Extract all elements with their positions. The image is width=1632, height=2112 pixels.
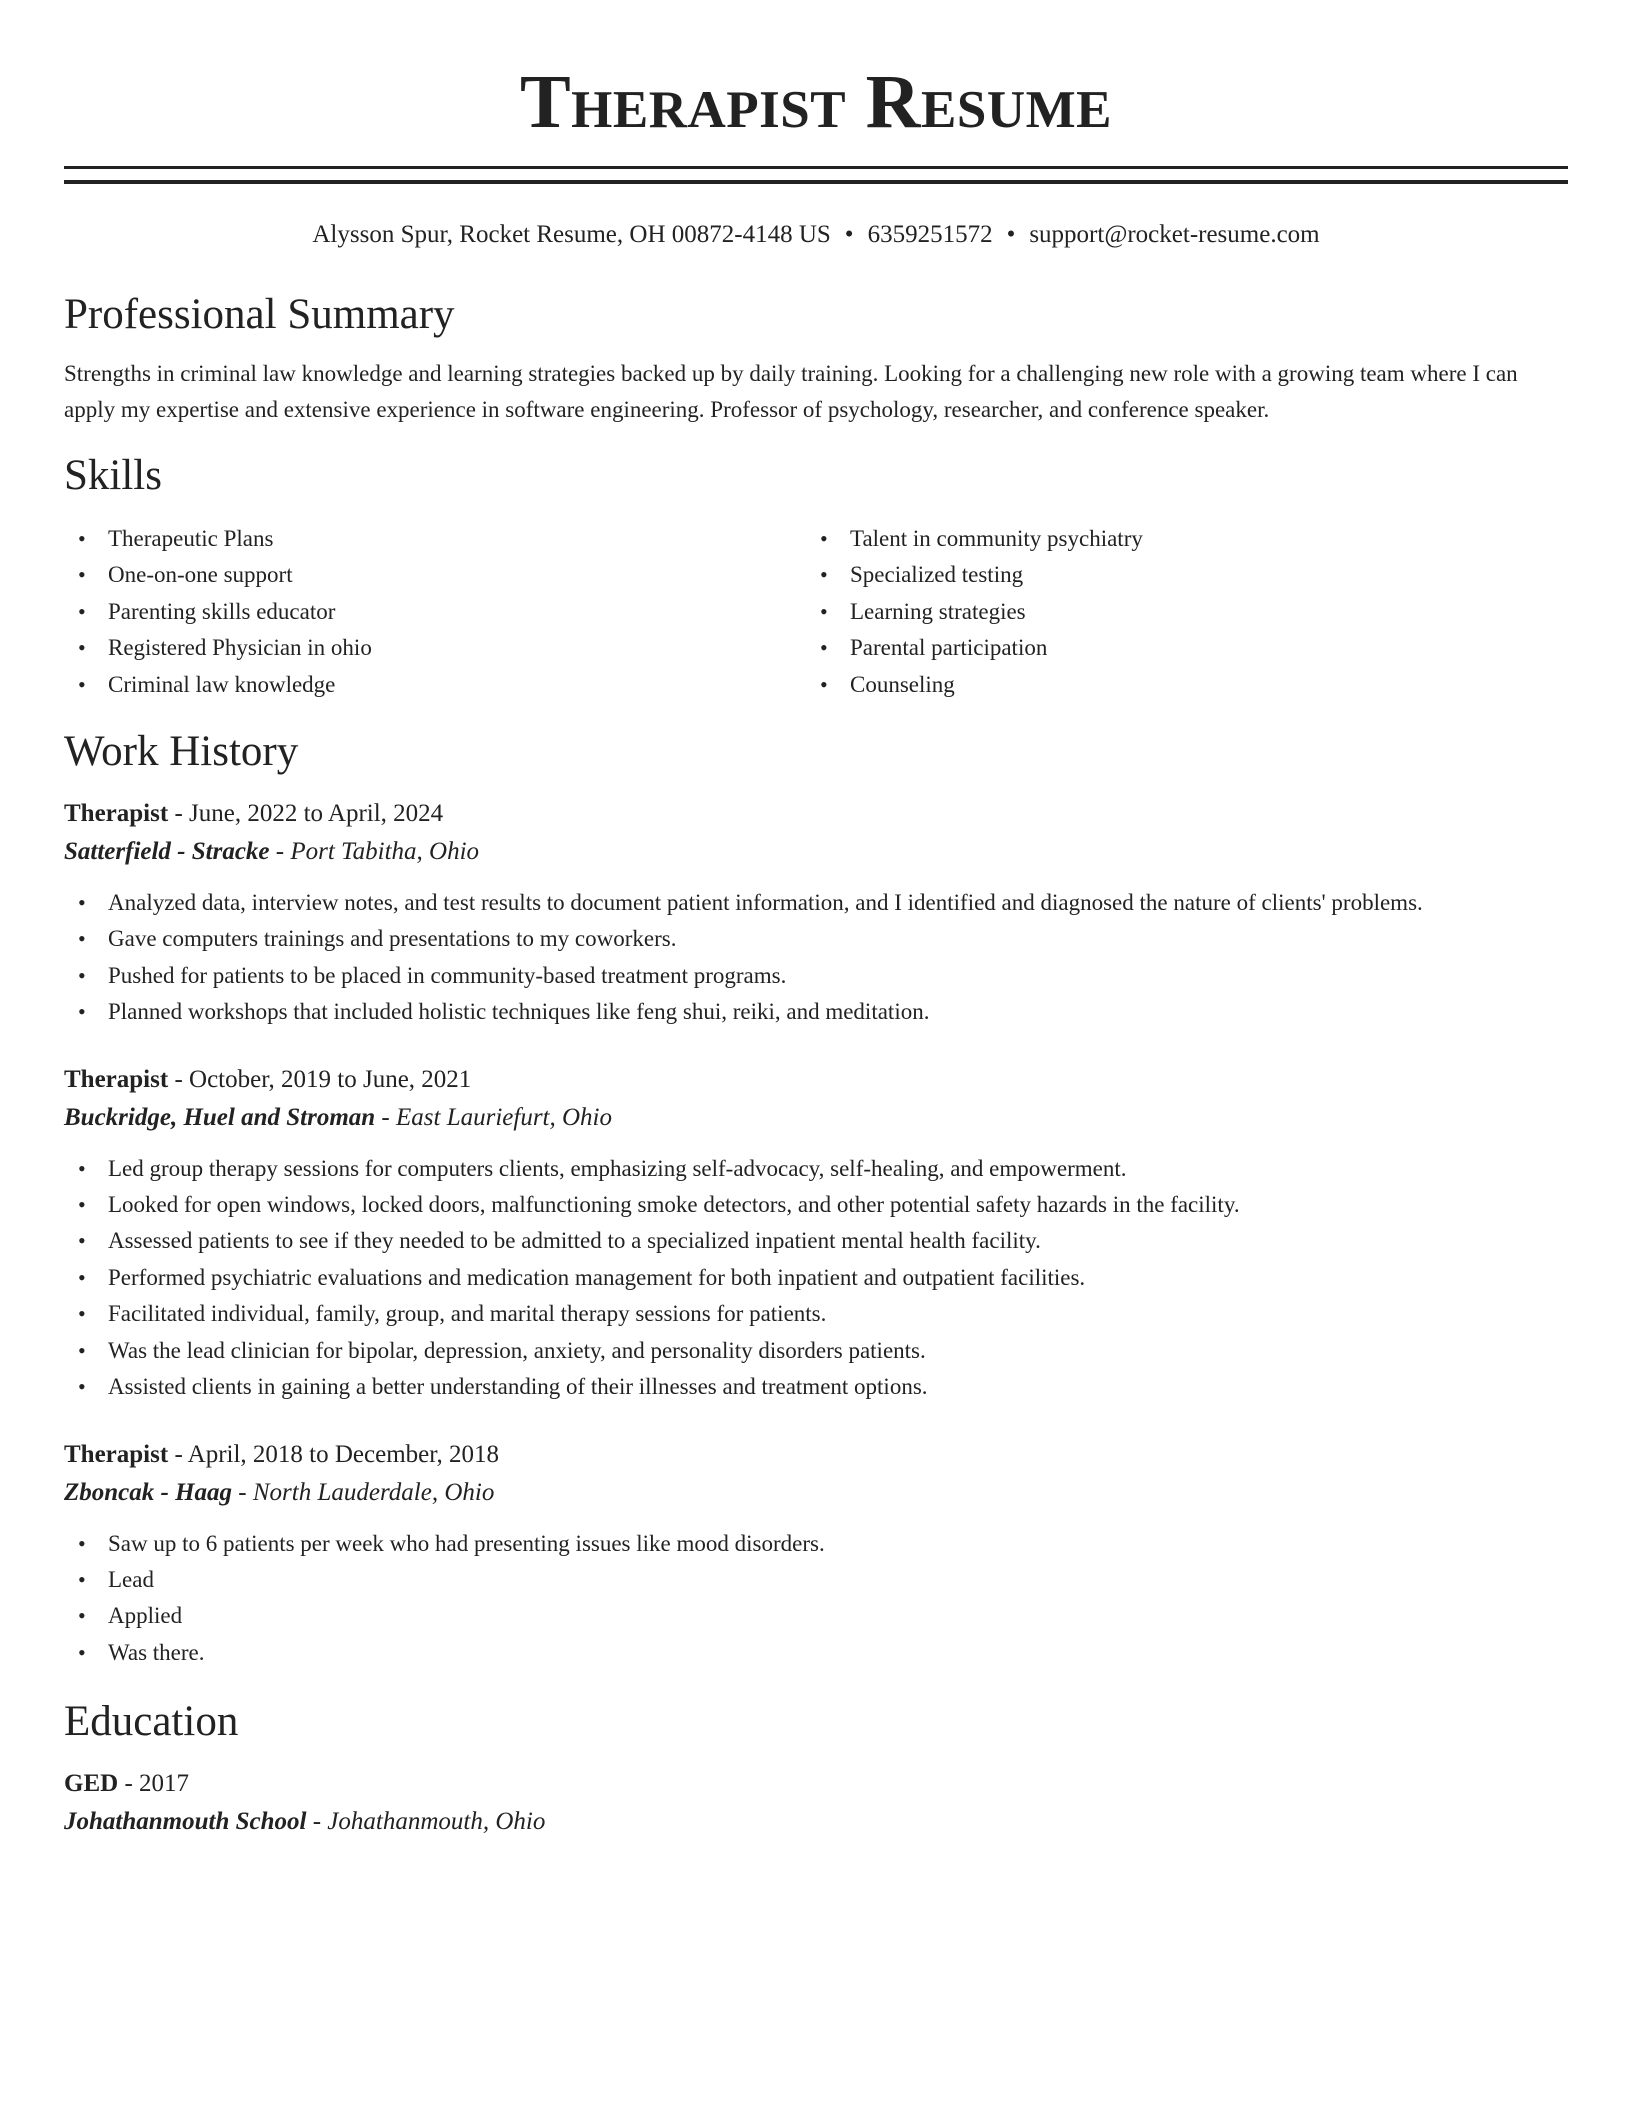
job-duties	[64, 1151, 1568, 1406]
education-entry	[64, 1765, 1568, 1841]
job-header	[64, 795, 1568, 833]
summary-text: Strengths in criminal law knowledge and learning strategies backed up by daily training. Looking for a challenging new role with a growing team where I can apply my expertise and extensive experience in software engineering. Professor of psychology, researcher, and conference speaker.	[64, 361, 1518, 422]
job-dates: - June, 2022 to April, 2024	[168, 800, 444, 828]
contact-address: Alysson Spur, Rocket Resume, OH 00872-4148 US	[312, 221, 831, 248]
job-employer	[64, 1474, 1568, 1512]
job-dates: - October, 2019 to June, 2021	[168, 1065, 472, 1093]
job-header	[64, 1436, 1568, 1474]
skill-item: • One-on-one support	[64, 557, 806, 593]
skill-item: • Specialized testing	[806, 557, 1548, 593]
duty-item: • Gave computers trainings and presentations to my coworkers.	[64, 921, 1568, 957]
duty-item: • Was there.	[64, 1635, 1568, 1671]
skill-item: • Talent in community psychiatry	[806, 521, 1548, 557]
job-duties	[64, 1526, 1568, 1672]
duty-item: • Saw up to 6 patients per week who had presenting issues like mood disorders.	[64, 1526, 1568, 1562]
education-year: - 2017	[118, 1770, 190, 1798]
education-heading: Education	[64, 1698, 239, 1746]
skill-item: • Registered Physician in ohio	[64, 630, 806, 666]
education-school: Johathanmouth School	[64, 1808, 307, 1836]
skill-item: • Parenting skills educator	[64, 594, 806, 630]
job-employer	[64, 833, 1568, 871]
education-degree: GED	[64, 1770, 119, 1798]
skill-item: • Counseling	[806, 667, 1548, 703]
duty-item: • Looked for open windows, locked doors, malfunctioning smoke detectors, and other potential safety hazards in the facility.	[64, 1187, 1568, 1223]
contact-email: support@rocket-resume.com	[1029, 221, 1320, 248]
skills-heading: Skills	[64, 452, 162, 499]
skills-columns	[64, 521, 1568, 703]
job-entry	[64, 1061, 1568, 1406]
job-duties	[64, 885, 1568, 1031]
job-title: Therapist	[64, 800, 169, 828]
education-location: - Johathanmouth, Ohio	[306, 1808, 546, 1836]
title-double-rule	[64, 166, 1568, 184]
resume-title: Therapist Resume	[519, 60, 1112, 144]
duty-item: • Performed psychiatric evaluations and medication management for both inpatient and outpatient facilities.	[64, 1260, 1568, 1296]
job-dates: - April, 2018 to December, 2018	[168, 1440, 500, 1468]
duty-item: • Analyzed data, interview notes, and test results to document patient information, and I identified and diagnosed the nature of clients' problems.	[64, 885, 1568, 921]
job-entry	[64, 795, 1568, 1031]
skill-item: • Parental participation	[806, 630, 1548, 666]
contact-line	[64, 220, 1568, 250]
job-title: Therapist	[64, 1065, 169, 1093]
duty-item: • Assessed patients to see if they needed to be admitted to a specialized inpatient mental health facility.	[64, 1223, 1568, 1259]
skill-item: • Criminal law knowledge	[64, 667, 806, 703]
job-company: Buckridge, Huel and Stroman	[64, 1103, 376, 1131]
job-company: Zboncak - Haag	[64, 1478, 233, 1506]
duty-item: • Assisted clients in gaining a better understanding of their illnesses and treatment options.	[64, 1369, 1568, 1405]
contact-separator: •	[1006, 221, 1016, 248]
duty-item: • Was the lead clinician for bipolar, depression, anxiety, and personality disorders patients.	[64, 1333, 1568, 1369]
skill-item: • Therapeutic Plans	[64, 521, 806, 557]
job-title: Therapist	[64, 1440, 169, 1468]
job-employer	[64, 1099, 1568, 1137]
duty-item: • Facilitated individual, family, group, and marital therapy sessions for patients.	[64, 1296, 1568, 1332]
contact-phone: 6359251572	[867, 221, 993, 248]
duty-item: • Applied	[64, 1598, 1568, 1634]
education-school-line	[64, 1803, 1568, 1841]
summary-heading: Professional Summary	[64, 291, 455, 338]
skills-left-list	[64, 521, 806, 703]
duty-item: • Led group therapy sessions for computers clients, emphasizing self-advocacy, self-healing, and empowerment.	[64, 1151, 1568, 1187]
duty-item: • Lead	[64, 1562, 1568, 1598]
contact-separator: •	[844, 221, 854, 248]
job-entry	[64, 1436, 1568, 1672]
job-location: - North Lauderdale, Ohio	[232, 1478, 495, 1506]
skills-right-list	[806, 521, 1548, 703]
work-history-heading: Work History	[64, 728, 299, 776]
job-location: - Port Tabitha, Ohio	[269, 838, 480, 866]
skill-item: • Learning strategies	[806, 594, 1548, 630]
job-company: Satterfield - Stracke	[64, 838, 270, 866]
job-header	[64, 1061, 1568, 1099]
duty-item: • Planned workshops that included holistic techniques like feng shui, reiki, and meditation.	[64, 994, 1568, 1030]
duty-item: • Pushed for patients to be placed in community-based treatment programs.	[64, 958, 1568, 994]
education-degree-line	[64, 1765, 1568, 1803]
job-location: - East Lauriefurt, Ohio	[375, 1103, 612, 1131]
